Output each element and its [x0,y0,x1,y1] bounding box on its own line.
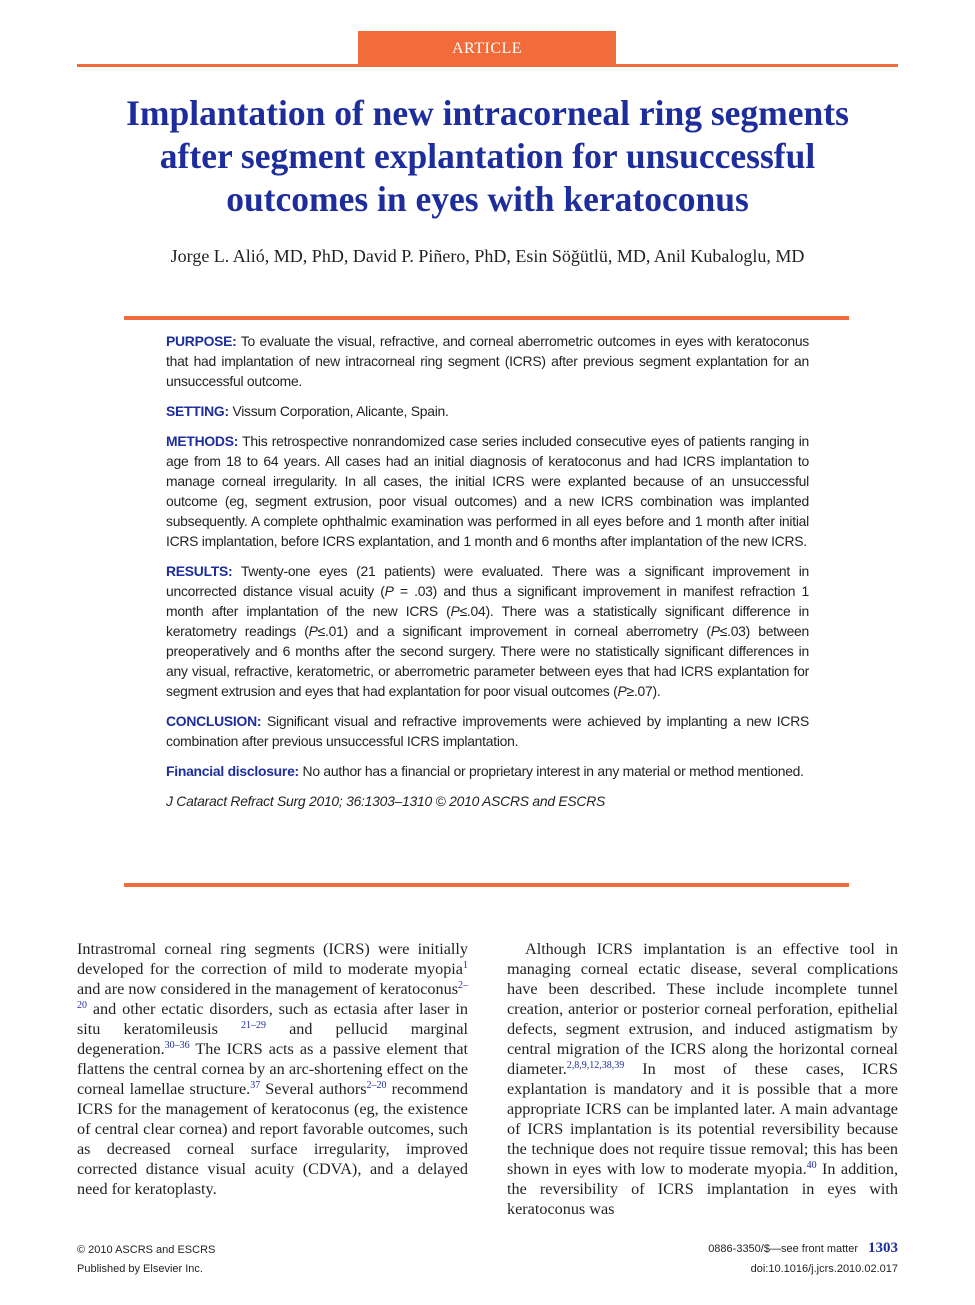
body-paragraph [507,939,898,1219]
abstract-disclosure [166,761,809,781]
body-text: Several authors [260,1080,367,1098]
p-value-symbol: P [710,623,720,639]
results-text: ≤.04). There was a statistically significant difference in keratometry readings ( [166,603,809,639]
p-value-symbol: P [384,583,394,599]
abstract-methods [166,431,809,551]
p-value-symbol: P [617,683,627,699]
reference-link[interactable]: 1 [463,960,468,971]
page-number: 1303 [868,1240,898,1256]
results-text: Twenty-one eyes (21 patients) were evaluated. There was a significant improvement in uncorrected distance visual acuity ( [166,563,810,599]
footer-publisher: Published by Elsevier Inc. [77,1263,203,1275]
footer-issn: 0886-3350/$—see front matter [708,1243,858,1255]
reference-link[interactable]: 37 [250,1080,261,1091]
author-list: Jorge L. Alió, MD, PhD, David P. Piñero, PhD, Esin Söğütlü, MD, Anil Kubaloglu, MD [170,246,805,266]
results-text: = .03) and thus a significant improvement in manifest refraction 1 month after implantation of the new ICRS ( [166,583,809,619]
abstract [166,331,809,821]
purpose-label: PURPOSE: [166,333,237,349]
methods-label: METHODS: [166,433,239,449]
body-text: The ICRS acts as a passive element that flattens the central cornea by an arc-shortening effect on the corneal lamellae structure. [77,1040,468,1098]
journal-citation: J Cataract Refract Surg 2010; 36:1303–1310 © 2010 ASCRS and ESCRS [166,793,606,809]
article-title [60,92,915,221]
reference-link[interactable]: 2–20 [366,1080,387,1091]
title-line: outcomes in eyes with keratoconus [226,179,749,219]
body-column-left [77,939,468,1199]
article-type-tag: ARTICLE [358,31,616,67]
results-text: ≥.07). [626,683,661,699]
abstract-results [166,561,809,701]
body-text: and other ectatic disorders, such as ectasia after laser in situ keratomileusis [77,1000,468,1038]
footer-issn-line [708,1238,898,1259]
body-text: recommend ICRS for the management of keratoconus (eg, the existence of central clear cornea) and report favorable outcomes, such as decreased corneal surface irregularity, improved corrected distance visual acuity (CDVA), and a delayed need for keratoplasty. [77,1080,468,1198]
results-text: ≤.03) between preoperatively and 6 months after the second surgery. There were no statistically significant differences in any visual, refractive, keratometric, or aberrometric parameter between eyes that had ICRS explantation for segment extrusion and eyes that had explantation for poor visual outcomes ( [166,623,809,699]
abstract-setting [166,401,809,421]
abstract-conclusion [166,711,809,751]
p-value-symbol: P [308,623,318,639]
body-text: and pellucid marginal degeneration. [77,1020,469,1058]
conclusion-label: CONCLUSION: [166,713,262,729]
results-label: RESULTS: [166,563,233,579]
setting-text: Vissum Corporation, Alicante, Spain. [232,403,449,419]
setting-label: SETTING: [166,403,229,419]
reference-link[interactable]: 2,8,9,12,38,39 [566,1060,625,1071]
body-text: Intrastromal corneal ring segments (ICRS) were initially developed for the correction of mild to moderate myopia [77,940,468,978]
title-line: Implantation of new intracorneal ring segments [126,93,849,133]
results-text: ≤.01) and a significant improvement in corneal aberrometry ( [317,623,711,639]
reference-link[interactable]: 2–20 [77,980,468,1011]
footer-doi[interactable]: doi:10.1016/j.jcrs.2010.02.017 [750,1263,898,1275]
body-text: In most of these cases, ICRS explantation is mandatory and it is possible that a more appropriate ICRS can be implanted later. A main advantage of ICRS implantation is its potential reversibility because the technique does not require tissue removal; this has been shown in eyes with low to moderate myopia. [507,1060,898,1178]
conclusion-text: Significant visual and refractive improvements were achieved by implanting a new ICRS combination after previous unsuccessful ICRS implantation. [166,713,809,749]
header-divider [77,64,898,67]
p-value-symbol: P [450,603,460,619]
reference-link[interactable]: 21–29 [240,1020,266,1031]
title-line: after segment explantation for unsuccessful [159,136,816,176]
body-text: Although ICRS implantation is an effective tool in managing corneal ectatic disease, several complications have been described. These include incomplete tunnel creation, anterior or posterior corneal perforation, epithelial defects, segment extrusion, and induced astigmatism by central migration of the ICRS along the horizontal corneal diameter. [507,940,898,1078]
footer-copyright: © 2010 ASCRS and ESCRS [77,1244,216,1256]
disclosure-label: Financial disclosure: [166,763,299,779]
reference-link[interactable]: 30–36 [164,1040,190,1051]
purpose-text: To evaluate the visual, refractive, and corneal aberrometric outcomes in eyes with keratoconus that had implantation of new intracorneal ring segment (ICRS) after previous segment explantation for an unsuccessful outcome. [166,333,809,389]
body-column-right [507,939,898,1219]
reference-link[interactable]: 40 [806,1160,817,1171]
body-text: In addition, the reversibility of ICRS implantation in eyes with keratoconus was [507,1160,898,1218]
abstract-top-divider [124,316,849,320]
abstract-bottom-divider [124,883,849,887]
body-paragraph [77,939,468,1199]
disclosure-text: No author has a financial or proprietary interest in any material or method mentioned. [302,763,804,779]
abstract-purpose [166,331,809,391]
methods-text: This retrospective nonrandomized case series included consecutive eyes of patients ranging in age from 18 to 64 years. All cases had an initial diagnosis of keratoconus and had ICRS implantation to manage corneal irregularity. In all cases, the initial ICRS were explanted because of an unsuccessful outcome (eg, segment extrusion, poor visual outcomes) and a new ICRS combination was implanted subsequently. A complete ophthalmic examination was performed in all eyes before and 1 month after initial ICRS implantation, before ICRS explantation, and 1 month and 6 months after implantation of the new ICRS. [166,433,809,549]
body-text: and are now considered in the management of keratoconus [77,980,458,998]
